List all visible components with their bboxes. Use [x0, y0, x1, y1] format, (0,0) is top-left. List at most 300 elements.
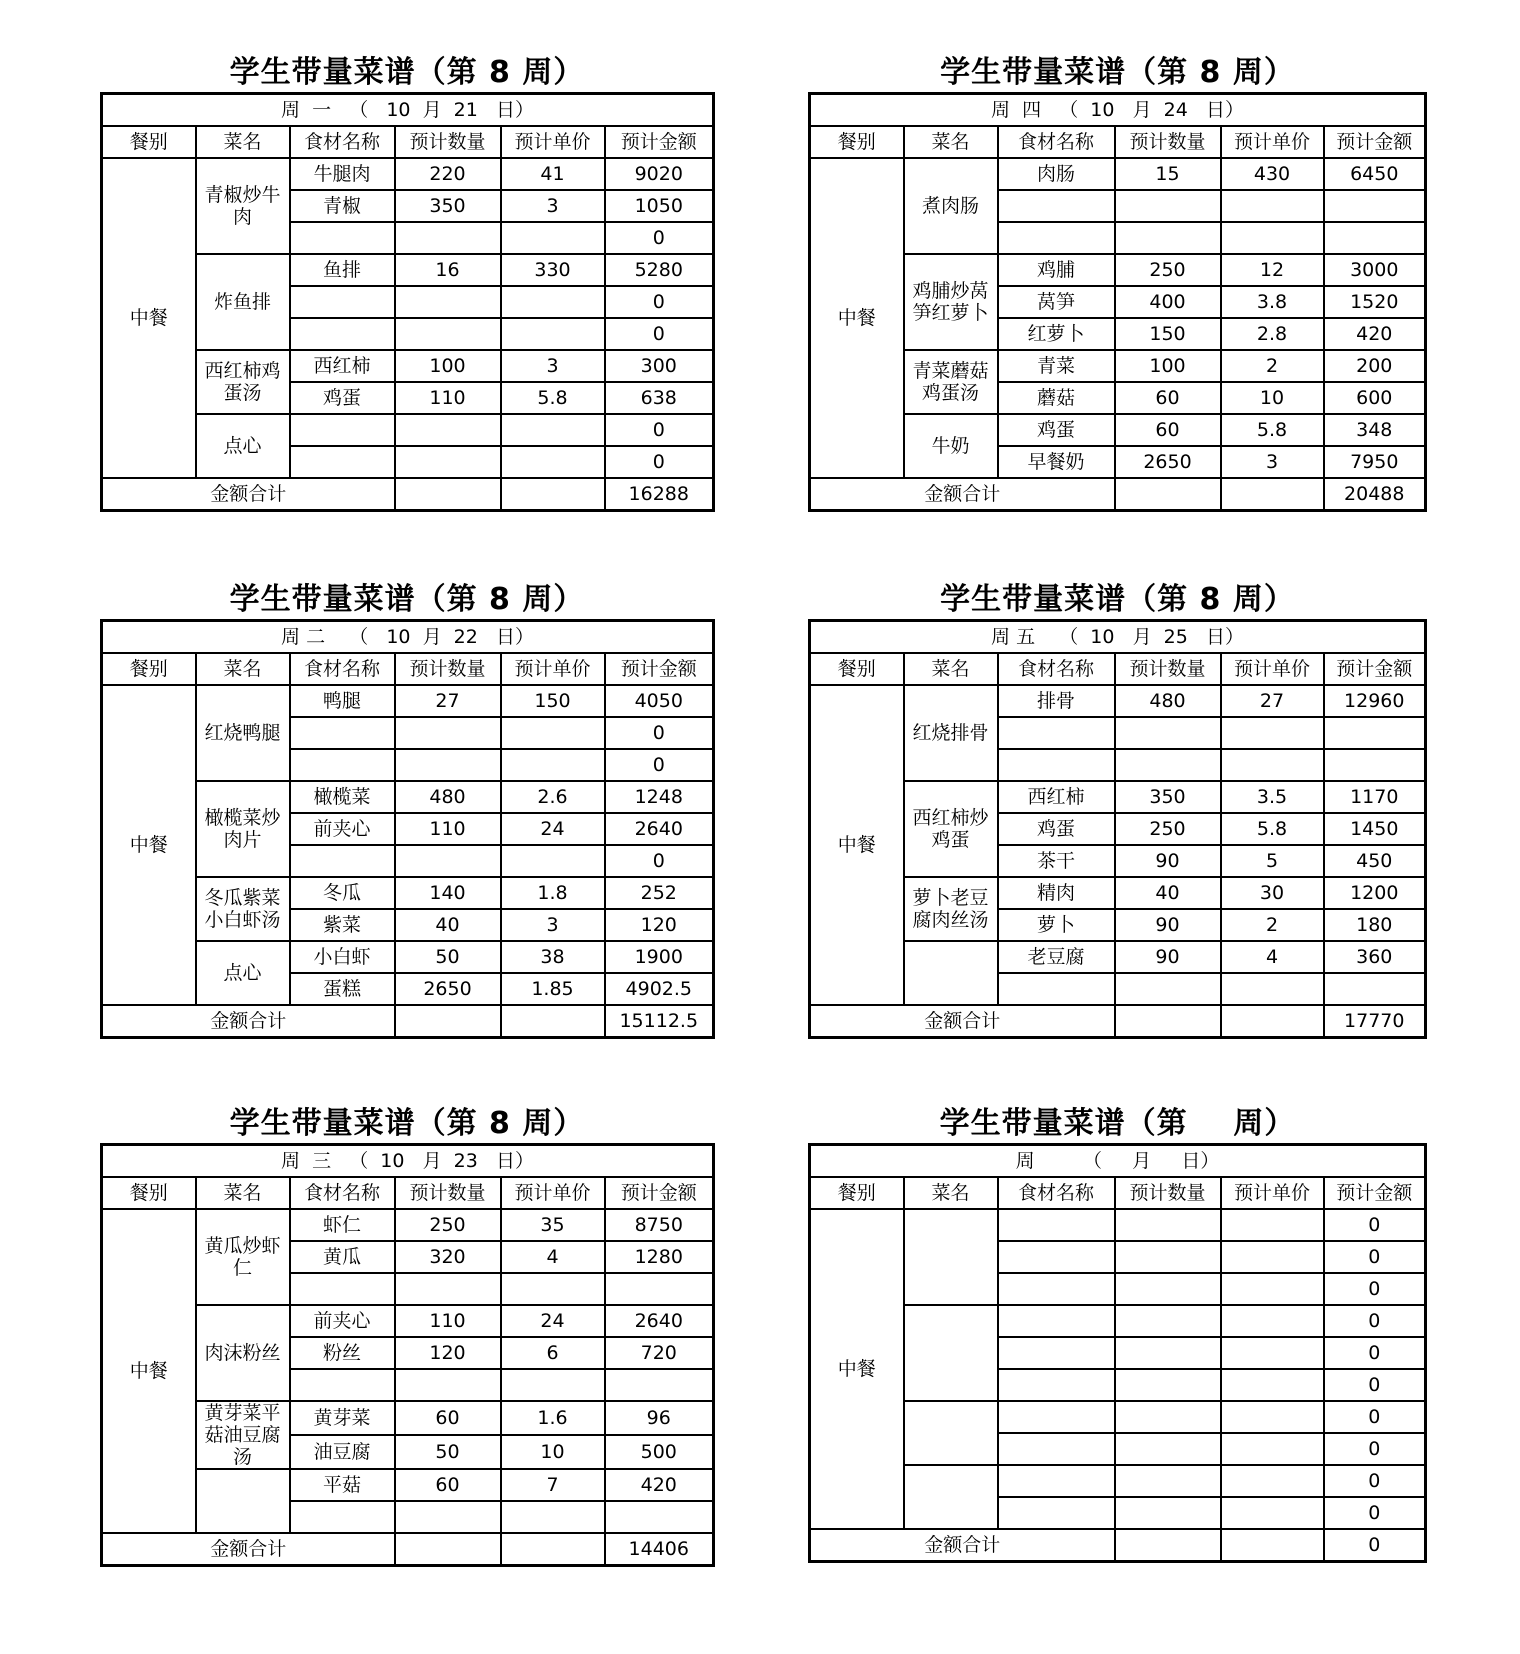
- column-header: 预计数量: [395, 653, 501, 685]
- ingredient-name: [998, 1337, 1115, 1369]
- column-header: 预计金额: [1324, 1177, 1426, 1209]
- planned-quantity: 100: [1115, 350, 1221, 382]
- ingredient-name: 西红柿: [290, 350, 395, 382]
- header-row: [810, 1177, 1426, 1209]
- unit-price: 3: [1221, 446, 1324, 478]
- unit-price: [1221, 1369, 1324, 1401]
- column-header: 预计单价: [1221, 1177, 1324, 1209]
- planned-quantity: 50: [395, 941, 501, 973]
- dish-name: [904, 1465, 998, 1529]
- ingredient-name: 老豆腐: [998, 941, 1115, 973]
- planned-amount: 1200: [1324, 877, 1426, 909]
- planned-amount: 0: [1324, 1337, 1426, 1369]
- column-header: 食材名称: [290, 1177, 395, 1209]
- ingredient-name: [998, 1401, 1115, 1433]
- planned-quantity: [1115, 1369, 1221, 1401]
- planned-quantity: 110: [395, 1305, 501, 1337]
- date-row: [810, 94, 1426, 127]
- menu-table: [808, 619, 1427, 1039]
- ingredient-name: [998, 1497, 1115, 1529]
- menu-table: [100, 1143, 715, 1567]
- planned-quantity: 250: [1115, 254, 1221, 286]
- ingredient-name: 西红柿: [998, 781, 1115, 813]
- planned-amount: 500: [605, 1435, 714, 1469]
- unit-price: [1221, 1241, 1324, 1273]
- planned-quantity: [395, 845, 501, 877]
- unit-price: [501, 222, 605, 254]
- unit-price: [1221, 1337, 1324, 1369]
- planned-quantity: [1115, 1465, 1221, 1497]
- ingredient-name: [998, 973, 1115, 1005]
- ingredient-name: 黄芽菜: [290, 1401, 395, 1435]
- total-empty-cell: [395, 1533, 501, 1566]
- planned-quantity: [1115, 190, 1221, 222]
- total-row: [102, 1533, 714, 1566]
- menu-sheet-fri: [808, 579, 1427, 1069]
- column-header: 菜名: [904, 653, 998, 685]
- planned-amount: 0: [1324, 1305, 1426, 1337]
- planned-quantity: 250: [395, 1209, 501, 1241]
- total-empty-cell: [501, 478, 605, 511]
- planned-amount: 360: [1324, 941, 1426, 973]
- dish-name: 炸鱼排: [196, 254, 290, 350]
- total-label: 金额合计: [810, 1529, 1115, 1562]
- planned-amount: 1450: [1324, 813, 1426, 845]
- menu-table: [808, 92, 1427, 512]
- planned-quantity: 350: [395, 190, 501, 222]
- sheet-title: 学生带量菜谱（第 8 周）: [940, 582, 1295, 617]
- column-header: 预计金额: [605, 126, 714, 158]
- header-row: [810, 653, 1426, 685]
- total-empty-cell: [1115, 478, 1221, 511]
- planned-quantity: 15: [1115, 158, 1221, 190]
- menu-table: [100, 92, 715, 512]
- meal-type: 中餐: [102, 685, 196, 1005]
- header-row: [102, 126, 714, 158]
- dish-name: 萝卜老豆腐肉丝汤: [904, 877, 998, 941]
- unit-price: 24: [501, 813, 605, 845]
- dish-name: 鸡脯炒莴笋红萝卜: [904, 254, 998, 350]
- dish-name: 西红柿鸡蛋汤: [196, 350, 290, 414]
- sheet-title: 学生带量菜谱（第 8 周）: [229, 55, 585, 90]
- column-header: 预计单价: [501, 1177, 605, 1209]
- planned-quantity: [395, 1369, 501, 1401]
- unit-price: 5.8: [501, 382, 605, 414]
- ingredient-name: [290, 749, 395, 781]
- ingredient-name: 粉丝: [290, 1337, 395, 1369]
- ingredient-name: 蛋糕: [290, 973, 395, 1005]
- column-header: 菜名: [904, 1177, 998, 1209]
- column-header: 餐别: [810, 126, 904, 158]
- column-header: 餐别: [102, 1177, 196, 1209]
- ingredient-name: [290, 1501, 395, 1533]
- ingredient-name: 鱼排: [290, 254, 395, 286]
- unit-price: [501, 446, 605, 478]
- meal-type: 中餐: [810, 685, 904, 1005]
- unit-price: 30: [1221, 877, 1324, 909]
- planned-amount: 2640: [605, 813, 714, 845]
- planned-amount: [605, 1369, 714, 1401]
- planned-amount: 4050: [605, 685, 714, 717]
- dish-name: [904, 1305, 998, 1401]
- planned-amount: [1324, 190, 1426, 222]
- unit-price: 10: [501, 1435, 605, 1469]
- planned-quantity: 320: [395, 1241, 501, 1273]
- unit-price: 5: [1221, 845, 1324, 877]
- planned-amount: 0: [1324, 1497, 1426, 1529]
- ingredient-name: [998, 1305, 1115, 1337]
- unit-price: 3: [501, 909, 605, 941]
- total-label: 金额合计: [102, 1533, 395, 1566]
- dish-name: 橄榄菜炒肉片: [196, 781, 290, 877]
- unit-price: [1221, 1209, 1324, 1241]
- planned-quantity: 140: [395, 877, 501, 909]
- planned-amount: 420: [1324, 318, 1426, 350]
- unit-price: [1221, 1401, 1324, 1433]
- table-row: [102, 685, 714, 717]
- planned-amount: 1050: [605, 190, 714, 222]
- column-header: 预计金额: [1324, 126, 1426, 158]
- planned-amount: 1170: [1324, 781, 1426, 813]
- ingredient-name: 鸡蛋: [998, 414, 1115, 446]
- total-amount: 16288: [605, 478, 714, 511]
- ingredient-name: 平菇: [290, 1469, 395, 1501]
- planned-quantity: 400: [1115, 286, 1221, 318]
- column-header: 预计单价: [1221, 653, 1324, 685]
- dish-name: [904, 1209, 998, 1305]
- unit-price: [1221, 1433, 1324, 1465]
- planned-quantity: 2650: [1115, 446, 1221, 478]
- planned-quantity: 120: [395, 1337, 501, 1369]
- planned-quantity: [1115, 1273, 1221, 1305]
- ingredient-name: 萝卜: [998, 909, 1115, 941]
- unit-price: [501, 845, 605, 877]
- unit-price: 24: [501, 1305, 605, 1337]
- planned-amount: 0: [605, 845, 714, 877]
- meal-type: 中餐: [102, 158, 196, 478]
- planned-quantity: 90: [1115, 941, 1221, 973]
- header-row: [102, 1177, 714, 1209]
- column-header: 预计数量: [395, 1177, 501, 1209]
- ingredient-name: 小白虾: [290, 941, 395, 973]
- ingredient-name: 莴笋: [998, 286, 1115, 318]
- dish-name: 青菜蘑菇鸡蛋汤: [904, 350, 998, 414]
- planned-quantity: [395, 286, 501, 318]
- planned-amount: 600: [1324, 382, 1426, 414]
- planned-amount: 450: [1324, 845, 1426, 877]
- total-row: [102, 1005, 714, 1038]
- column-header: 预计数量: [395, 126, 501, 158]
- ingredient-name: [290, 1273, 395, 1305]
- ingredient-name: [290, 1369, 395, 1401]
- sheet-title: 学生带量菜谱（第 周）: [939, 1106, 1296, 1141]
- planned-amount: 4902.5: [605, 973, 714, 1005]
- unit-price: [1221, 1497, 1324, 1529]
- total-amount: 14406: [605, 1533, 714, 1566]
- unit-price: [501, 1273, 605, 1305]
- date-line: 周 四 （ 10 月 24 日）: [810, 94, 1426, 127]
- date-line: 周 三 （ 10 月 23 日）: [102, 1145, 714, 1178]
- ingredient-name: 前夹心: [290, 813, 395, 845]
- planned-quantity: 220: [395, 158, 501, 190]
- unit-price: [1221, 749, 1324, 781]
- planned-amount: 1520: [1324, 286, 1426, 318]
- planned-quantity: [395, 318, 501, 350]
- unit-price: 4: [501, 1241, 605, 1273]
- unit-price: [1221, 1305, 1324, 1337]
- ingredient-name: 冬瓜: [290, 877, 395, 909]
- ingredient-name: 蘑菇: [998, 382, 1115, 414]
- ingredient-name: [998, 1209, 1115, 1241]
- planned-quantity: 50: [395, 1435, 501, 1469]
- planned-quantity: 110: [395, 813, 501, 845]
- dish-name: 红烧鸭腿: [196, 685, 290, 781]
- dish-name: 煮肉肠: [904, 158, 998, 254]
- planned-quantity: [1115, 973, 1221, 1005]
- planned-quantity: [395, 1501, 501, 1533]
- column-header: 预计金额: [605, 653, 714, 685]
- total-empty-cell: [501, 1533, 605, 1566]
- planned-amount: 0: [1324, 1401, 1426, 1433]
- unit-price: [1221, 973, 1324, 1005]
- date-line: 周 （ 月 日）: [810, 1145, 1426, 1178]
- planned-amount: 0: [1324, 1241, 1426, 1273]
- ingredient-name: 橄榄菜: [290, 781, 395, 813]
- table-row: [102, 1209, 714, 1241]
- ingredient-name: 黄瓜: [290, 1241, 395, 1273]
- ingredient-name: [998, 1433, 1115, 1465]
- column-header: 预计金额: [1324, 653, 1426, 685]
- planned-quantity: [1115, 1401, 1221, 1433]
- unit-price: [1221, 222, 1324, 254]
- planned-amount: 8750: [605, 1209, 714, 1241]
- planned-quantity: 150: [1115, 318, 1221, 350]
- header-row: [810, 126, 1426, 158]
- unit-price: 35: [501, 1209, 605, 1241]
- unit-price: 1.85: [501, 973, 605, 1005]
- column-header: 食材名称: [998, 1177, 1115, 1209]
- date-row: [810, 1145, 1426, 1178]
- menu-sheet-thu: [808, 52, 1427, 542]
- ingredient-name: 鸡蛋: [290, 382, 395, 414]
- unit-price: [1221, 1465, 1324, 1497]
- ingredient-name: 青椒: [290, 190, 395, 222]
- planned-quantity: 40: [1115, 877, 1221, 909]
- ingredient-name: [998, 1465, 1115, 1497]
- ingredient-name: [998, 1369, 1115, 1401]
- menu-sheet-tue: [100, 579, 714, 1069]
- planned-amount: 5280: [605, 254, 714, 286]
- planned-quantity: [395, 1273, 501, 1305]
- planned-amount: 96: [605, 1401, 714, 1435]
- planned-quantity: 110: [395, 382, 501, 414]
- menu-table: [808, 1143, 1427, 1563]
- dish-name: 点心: [196, 941, 290, 1005]
- dish-name: 西红柿炒鸡蛋: [904, 781, 998, 877]
- ingredient-name: 鸡蛋: [998, 813, 1115, 845]
- unit-price: 41: [501, 158, 605, 190]
- planned-amount: [1324, 973, 1426, 1005]
- ingredient-name: 肉肠: [998, 158, 1115, 190]
- planned-amount: 9020: [605, 158, 714, 190]
- planned-amount: 420: [605, 1469, 714, 1501]
- column-header: 预计数量: [1115, 126, 1221, 158]
- planned-amount: 0: [605, 286, 714, 318]
- column-header: 食材名称: [998, 653, 1115, 685]
- unit-price: [501, 1501, 605, 1533]
- planned-quantity: [395, 446, 501, 478]
- ingredient-name: [290, 222, 395, 254]
- unit-price: [501, 286, 605, 318]
- unit-price: [501, 318, 605, 350]
- unit-price: 27: [1221, 685, 1324, 717]
- unit-price: [1221, 717, 1324, 749]
- planned-amount: 200: [1324, 350, 1426, 382]
- planned-quantity: [1115, 749, 1221, 781]
- unit-price: 3: [501, 350, 605, 382]
- unit-price: 5.8: [1221, 813, 1324, 845]
- dish-name: 点心: [196, 414, 290, 478]
- planned-amount: 6450: [1324, 158, 1426, 190]
- total-label: 金额合计: [102, 478, 395, 511]
- total-row: [810, 478, 1426, 511]
- planned-quantity: 60: [1115, 414, 1221, 446]
- ingredient-name: 紫菜: [290, 909, 395, 941]
- total-amount: 15112.5: [605, 1005, 714, 1038]
- planned-amount: [1324, 717, 1426, 749]
- unit-price: 10: [1221, 382, 1324, 414]
- planned-amount: 0: [605, 446, 714, 478]
- dish-name: 冬瓜紫菜小白虾汤: [196, 877, 290, 941]
- column-header: 食材名称: [290, 653, 395, 685]
- ingredient-name: 排骨: [998, 685, 1115, 717]
- planned-amount: 0: [605, 222, 714, 254]
- column-header: 菜名: [196, 126, 290, 158]
- planned-amount: [1324, 749, 1426, 781]
- unit-price: 2.8: [1221, 318, 1324, 350]
- column-header: 餐别: [102, 653, 196, 685]
- sheet-title: 学生带量菜谱（第 8 周）: [940, 55, 1295, 90]
- column-header: 预计数量: [1115, 653, 1221, 685]
- planned-amount: 252: [605, 877, 714, 909]
- planned-quantity: 350: [1115, 781, 1221, 813]
- unit-price: 6: [501, 1337, 605, 1369]
- total-empty-cell: [501, 1005, 605, 1038]
- total-amount: 17770: [1324, 1005, 1426, 1038]
- planned-quantity: 27: [395, 685, 501, 717]
- planned-quantity: 2650: [395, 973, 501, 1005]
- ingredient-name: 红萝卜: [998, 318, 1115, 350]
- date-line: 周 二 （ 10 月 22 日）: [102, 621, 714, 654]
- planned-quantity: [395, 717, 501, 749]
- planned-quantity: [1115, 222, 1221, 254]
- planned-quantity: [395, 414, 501, 446]
- dish-name: 黄瓜炒虾仁: [196, 1209, 290, 1305]
- ingredient-name: 茶干: [998, 845, 1115, 877]
- unit-price: 330: [501, 254, 605, 286]
- ingredient-name: 前夹心: [290, 1305, 395, 1337]
- planned-amount: 300: [605, 350, 714, 382]
- meal-type: 中餐: [810, 158, 904, 478]
- planned-amount: 1248: [605, 781, 714, 813]
- sheet-title: 学生带量菜谱（第 8 周）: [229, 1106, 585, 1141]
- planned-quantity: 60: [395, 1469, 501, 1501]
- ingredient-name: [998, 1241, 1115, 1273]
- ingredient-name: 青菜: [998, 350, 1115, 382]
- unit-price: 3.5: [1221, 781, 1324, 813]
- ingredient-name: [998, 222, 1115, 254]
- table-row: [810, 158, 1426, 190]
- planned-quantity: 90: [1115, 909, 1221, 941]
- total-empty-cell: [395, 1005, 501, 1038]
- total-empty-cell: [1221, 1529, 1324, 1562]
- unit-price: 1.6: [501, 1401, 605, 1435]
- unit-price: 3: [501, 190, 605, 222]
- unit-price: 3.8: [1221, 286, 1324, 318]
- total-amount: 20488: [1324, 478, 1426, 511]
- meal-type: 中餐: [810, 1209, 904, 1529]
- planned-quantity: [1115, 1241, 1221, 1273]
- date-row: [810, 621, 1426, 654]
- date-line: 周 一 （ 10 月 21 日）: [102, 94, 714, 127]
- planned-amount: 0: [1324, 1209, 1426, 1241]
- planned-amount: 12960: [1324, 685, 1426, 717]
- unit-price: 38: [501, 941, 605, 973]
- planned-quantity: 60: [395, 1401, 501, 1435]
- unit-price: [501, 414, 605, 446]
- planned-quantity: 100: [395, 350, 501, 382]
- ingredient-name: 鸡脯: [998, 254, 1115, 286]
- dish-name: 肉沫粉丝: [196, 1305, 290, 1401]
- planned-amount: 7950: [1324, 446, 1426, 478]
- menu-sheet-blank: [808, 1103, 1427, 1593]
- total-amount: 0: [1324, 1529, 1426, 1562]
- planned-quantity: 60: [1115, 382, 1221, 414]
- planned-amount: 1900: [605, 941, 714, 973]
- total-empty-cell: [1115, 1529, 1221, 1562]
- column-header: 预计数量: [1115, 1177, 1221, 1209]
- ingredient-name: 早餐奶: [998, 446, 1115, 478]
- planned-quantity: [1115, 1497, 1221, 1529]
- planned-amount: 0: [1324, 1433, 1426, 1465]
- planned-quantity: 90: [1115, 845, 1221, 877]
- ingredient-name: 虾仁: [290, 1209, 395, 1241]
- ingredient-name: [998, 717, 1115, 749]
- planned-amount: 720: [605, 1337, 714, 1369]
- total-label: 金额合计: [810, 478, 1115, 511]
- column-header: 预计单价: [501, 653, 605, 685]
- planned-amount: 0: [1324, 1369, 1426, 1401]
- table-row: [810, 685, 1426, 717]
- meal-type: 中餐: [102, 1209, 196, 1533]
- planned-amount: [605, 1273, 714, 1305]
- total-label: 金额合计: [102, 1005, 395, 1038]
- column-header: 食材名称: [998, 126, 1115, 158]
- column-header: 预计金额: [605, 1177, 714, 1209]
- planned-quantity: 480: [395, 781, 501, 813]
- planned-amount: 0: [605, 414, 714, 446]
- planned-quantity: 16: [395, 254, 501, 286]
- unit-price: 2.6: [501, 781, 605, 813]
- planned-amount: 0: [605, 749, 714, 781]
- planned-quantity: [1115, 1209, 1221, 1241]
- total-row: [810, 1005, 1426, 1038]
- planned-quantity: 250: [1115, 813, 1221, 845]
- ingredient-name: 精肉: [998, 877, 1115, 909]
- column-header: 预计单价: [501, 126, 605, 158]
- ingredient-name: [290, 318, 395, 350]
- unit-price: 7: [501, 1469, 605, 1501]
